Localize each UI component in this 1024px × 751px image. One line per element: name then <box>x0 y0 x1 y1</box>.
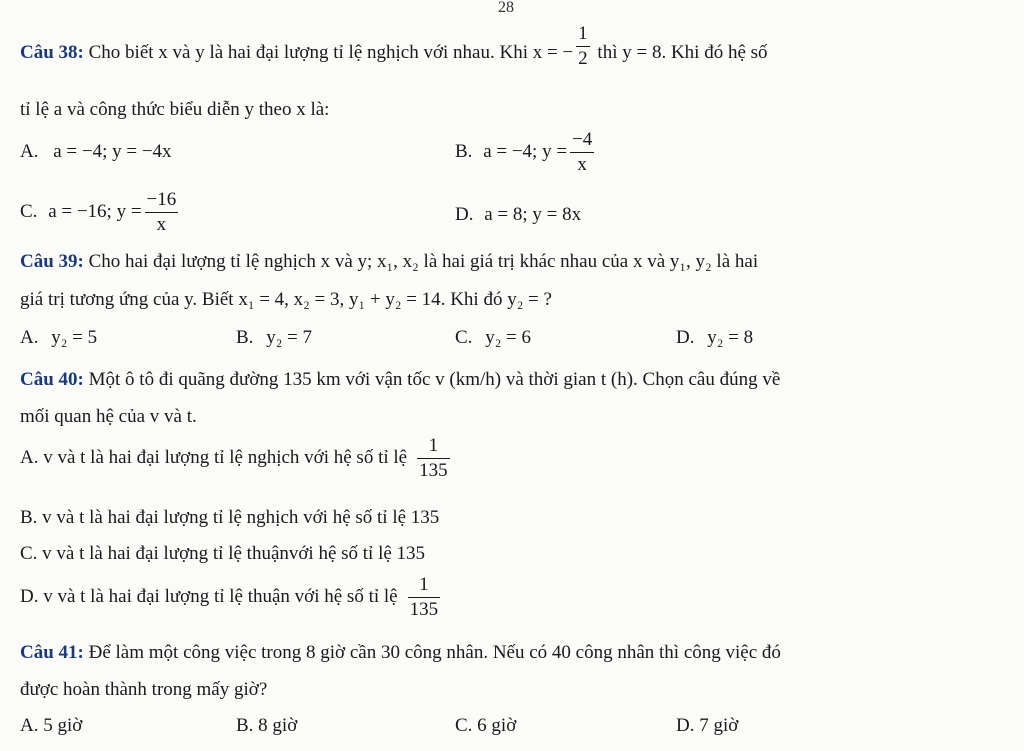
fraction-denominator: 135 <box>419 459 448 481</box>
question-40-option-b: B. v và t là hai đại lượng tỉ lệ nghịch với hệ số tỉ lệ 135 <box>20 507 440 528</box>
question-39-option-c <box>455 328 531 347</box>
option-value: y₂ = 8 <box>707 327 754 348</box>
question-39-option-a <box>20 328 97 347</box>
fraction-numerator: −16 <box>145 190 179 213</box>
option-letter: A. <box>20 327 39 348</box>
fraction-numerator: 1 <box>576 24 590 47</box>
question-41-option-d: D. 7 giờ <box>676 715 739 736</box>
question-41-line1 <box>20 643 781 662</box>
question-38-text2: thì <box>597 41 618 63</box>
option-letter: B. <box>236 327 254 348</box>
option-letter: D. <box>455 204 474 225</box>
option-letter: C. <box>455 327 473 348</box>
question-39-vars-x: x₁, x₂ <box>377 251 419 272</box>
fraction-denominator: 2 <box>578 47 588 69</box>
option-fraction <box>570 130 594 175</box>
question-39-line1 <box>20 252 758 271</box>
question-40-text1: Một ô tô đi quãng đường 135 km với vận tốc v (km/h) và thời gian t (h). Chọn câu đúng về <box>88 369 781 390</box>
question-39-line2 <box>20 290 552 309</box>
option-letter: B. <box>455 140 473 162</box>
question-38-title: Câu 38: <box>20 41 84 63</box>
option-fraction <box>408 575 441 620</box>
question-38-cond-x: x = − <box>532 41 574 63</box>
question-39-title: Câu 39: <box>20 251 84 272</box>
question-38-cond-y: y = 8 <box>622 41 662 63</box>
question-38-text3: . Khi đó hệ số <box>661 41 768 63</box>
fraction-numerator: −4 <box>570 130 594 153</box>
question-38-line1 <box>20 23 768 69</box>
question-41-text1: Để làm một công việc trong 8 giờ cần 30 công nhân. Nếu có 40 công nhân thì công việc đó <box>88 642 781 663</box>
option-text: D. v và t là hai đại lượng tỉ lệ thuận với hệ số tỉ lệ <box>20 585 398 607</box>
question-40-option-a <box>20 436 453 481</box>
question-39-option-d <box>676 328 753 347</box>
option-text: A. v và t là hai đại lượng tỉ lệ nghịch với hệ số tỉ lệ <box>20 446 408 468</box>
question-39-line2-text: giá trị tương ứng của y. Biết <box>20 289 234 310</box>
question-38-option-c <box>20 190 181 235</box>
question-40-option-d <box>20 575 443 620</box>
question-38-line2: tỉ lệ a và công thức biểu diễn y theo x là: <box>20 99 330 120</box>
question-38-text1: Cho biết x và y là hai đại lượng tỉ lệ nghịch với nhau. Khi <box>88 41 528 63</box>
question-41-option-a: A. 5 giờ <box>20 715 83 736</box>
fraction-denominator: x <box>156 213 167 235</box>
option-value: y₂ = 5 <box>51 327 98 348</box>
question-40-line1 <box>20 370 780 389</box>
question-39-text3: là hai <box>716 251 759 272</box>
question-39-ask: y₂ = ? <box>507 289 552 310</box>
option-letter: D. <box>676 327 695 348</box>
fraction-denominator: x <box>577 153 587 175</box>
page-number: 28 <box>498 0 514 16</box>
question-41-option-c: C. 6 giờ <box>455 715 517 736</box>
question-39-option-b <box>236 328 312 347</box>
fraction-numerator: 1 <box>417 436 450 459</box>
question-41-option-b: B. 8 giờ <box>236 715 298 736</box>
question-39-line2-text2: . Khi đó <box>440 289 503 310</box>
question-39-text2: là hai giá trị khác nhau của x và <box>423 251 666 272</box>
question-40-line2: mối quan hệ của v và t. <box>20 406 197 427</box>
question-39-given: x₁ = 4, x₂ = 3, y₁ + y₂ = 14 <box>238 289 441 310</box>
option-value: y₂ = 6 <box>485 327 532 348</box>
question-38-option-a <box>20 142 172 161</box>
option-value: a = −16; y = <box>48 200 142 222</box>
question-38-option-b <box>455 130 597 175</box>
option-value: y₂ = 7 <box>266 327 313 348</box>
option-letter: A. <box>20 141 39 162</box>
question-39-vars-y: y₁, y₂ <box>669 251 712 272</box>
option-fraction <box>145 190 179 235</box>
question-40-option-c: C. v và t là hai đại lượng tỉ lệ thuậnvới hệ số tỉ lệ 135 <box>20 543 426 564</box>
question-38-fraction <box>576 24 590 69</box>
option-value: a = −4; y = −4x <box>53 141 172 162</box>
option-fraction <box>417 436 450 481</box>
fraction-denominator: 135 <box>409 598 439 620</box>
question-39-text1: Cho hai đại lượng tỉ lệ nghịch x và y; <box>88 251 373 272</box>
question-41-title: Câu 41: <box>20 642 84 663</box>
question-38-option-d <box>455 205 581 224</box>
option-value: a = −4; y = <box>483 140 568 162</box>
question-40-title: Câu 40: <box>20 369 84 390</box>
option-value: a = 8; y = 8x <box>484 204 582 225</box>
option-letter: C. <box>20 200 38 222</box>
fraction-numerator: 1 <box>408 575 441 598</box>
question-41-line2: được hoàn thành trong mấy giờ? <box>20 679 268 700</box>
